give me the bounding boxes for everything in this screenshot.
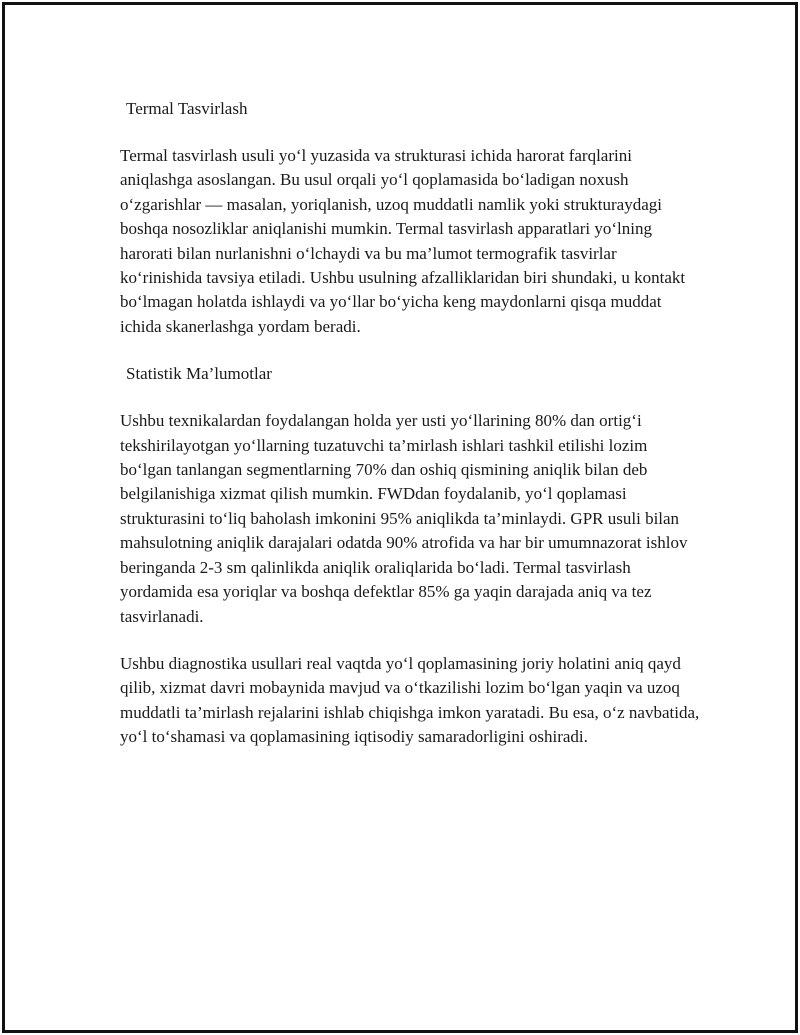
section-heading-statistics: Statistik Ma’lumotlar	[126, 364, 272, 384]
section-heading-thermal-imaging: Termal Tasvirlash	[126, 99, 248, 118]
paragraph-conclusion: Ushbu diagnostika usullari real vaqtda yo‘l qoplamasining joriy holatini aniq qayd qilib, xizmat davri mobaynida mavjud va o‘tkazilishi lozim bo‘lgan yaqin va uzoq muddatli ta’mirlash rejalarini ishlab chiqishga imkon yaratadi. Bu esa, o‘z navbatida, yo‘l to‘shamasi va qoplamasining iqtisodiy samaradorligini oshiradi.	[120, 653, 700, 747]
document-body	[120, 97, 700, 750]
paragraph-statistics: Ushbu texnikalardan foydalangan holda yer usti yo‘llarining 80% dan ortig‘i tekshirilayotgan yo‘llarning tuzatuvchi ta’mirlash ishlari tashkil etilishi lozim bo‘lgan tanlangan segmentlarning 70% dan oshiq qismining aniqlik bilan deb belgilanishiga xizmat qilish mumkin. FWDdan foydalanib, yo‘l qoplamasi strukturasini to‘liq baholash imkonini 95% aniqlikda ta’minlaydi. GPR usuli bilan mahsulotning aniqlik darajalari odatda 90% atrofida va har bir umumnazorat ishlov beringanda 2-3 sm qalinlikda aniqlik oraliqlarida bo‘ladi. Termal tasvirlash yordamida esa yoriqlar va boshqa defektlar 85% ga yaqin darajada aniq va tez tasvirlanadi.	[120, 411, 688, 626]
paragraph-thermal-imaging: Termal tasvirlash usuli yo‘l yuzasida va strukturasi ichida harorat farqlarini aniqlashga asoslangan. Bu usul orqali yo‘l qoplamasida bo‘ladigan noxush o‘zgarishlar — masalan, yoriqlanish, uzoq muddatli namlik yoki strukturaydagi boshqa nosozliklar aniqlanishi mumkin. Termal tasvirlash apparatlari yo‘lning harorati bilan nurlanishni o‘lchaydi va bu ma’lumot termografik tasvirlar ko‘rinishida tavsiya etiladi. Ushbu usulning afzalliklaridan biri shundaki, u kontakt bo‘lmagan holatda ishlaydi va yo‘llar bo‘yicha keng maydonlarni qisqa muddat ichida skanerlashga yordam beradi.	[120, 146, 686, 336]
page-frame	[2, 2, 798, 1033]
